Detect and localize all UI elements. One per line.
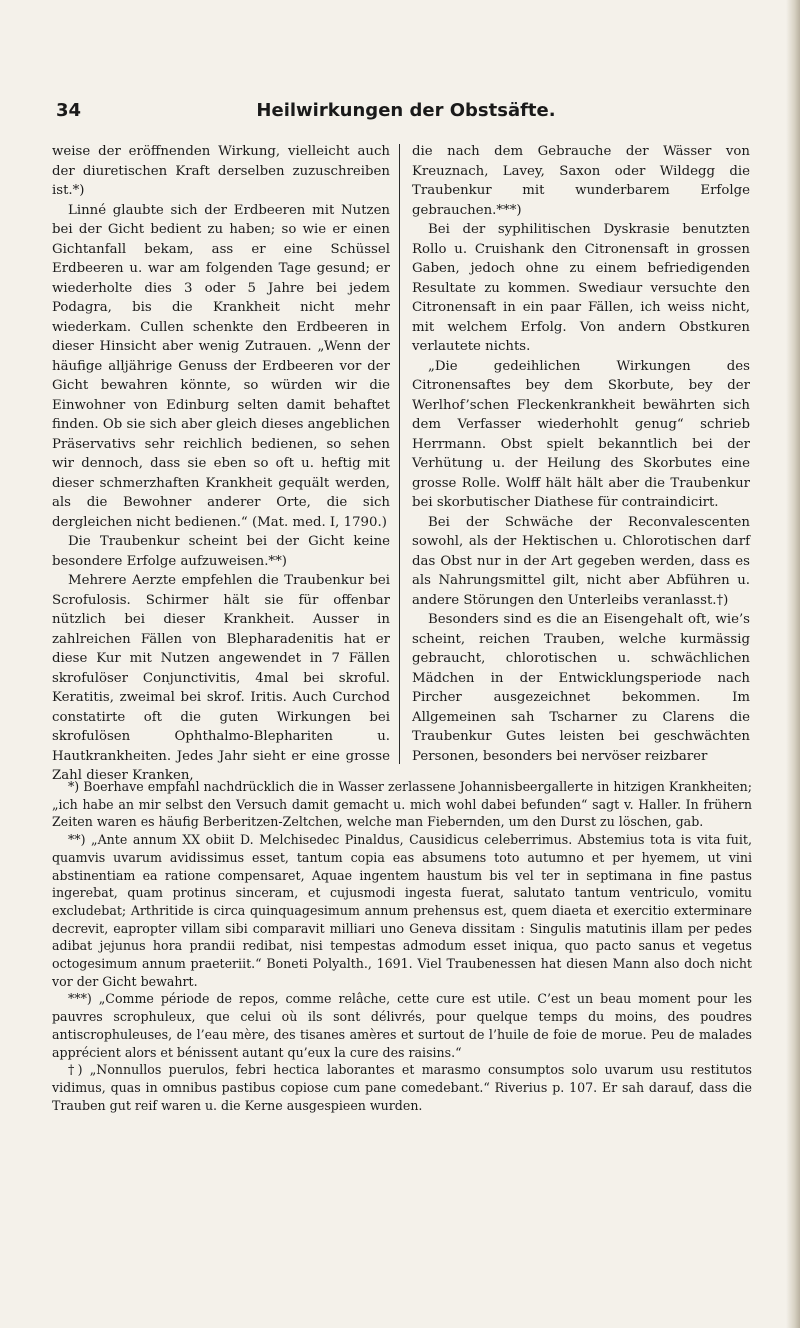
right-paragraph: Bei der Schwäche der Reconvalescenten sowohl, als der Hektischen u. Chlorotischen darf das Obst nur in der Art gegeben werden, dass es als Nahrungsmittel gilt, nicht aber Abführen u. andere Störungen den Unterleibs veranlasst.†) (412, 514, 750, 608)
left-column (52, 142, 390, 786)
column-divider (399, 144, 400, 764)
right-paragraph: die nach dem Gebrauche der Wässer von Kreuznach, Lavey, Saxon oder Wildegg die Traubenkur mit wunderbarem Erfolge gebrauchen.***) (412, 144, 750, 218)
right-paragraph: „Die gedeihlichen Wirkungen des Citronensaftes bey dem Skorbute, bey der Werlhof’schen Fleckenkrankheit bewährten sich dem Verfasser wiederhohlt genug“ schrieb Herrmann. Obst spielt bekanntlich bei der Verhütung u. der Heilung des Skorbutes eine grosse Rolle. Wolff hält hält aber die Traubenkur bei skorbutischer Diathese für contraindicirt. (412, 358, 750, 510)
left-paragraph: Mehrere Aerzte empfehlen die Traubenkur bei Scrofulosis. Schirmer hält sie für offenbar nützlich bei dieser Krankheit. Ausser in zahlreichen Fällen von Blepharadenitis hat er diese Kur mit Nutzen angewendet in 7 Fällen skrofulöser Conjunctivitis, 4mal bei skroful. Keratitis, zweimal bei skrof. Iritis. Auch Curchod constatirte oft die guten Wirkungen bei skrofulösen Ophthalmo-Blephariten u. Hautkrankheiten. Jedes Jahr sieht er eine grosse Zahl dieser Kranken, (52, 573, 390, 783)
footnote: †) „Nonnullos puerulos, febri hectica laborantes et marasmo consumptos solo uvarum usu restitutos vidimus, quas in omnibus pastibus copiose cum pane comedebant.“ Riverius p. 107. Er sah darauf, dass die Trauben gut reif waren u. die Kerne ausgespieen wurden. (52, 1062, 752, 1113)
footnote: **) „Ante annum XX obiit D. Melchisedec Pinaldus, Causidicus celeberrimus. Abstemius tota is vita fuit, quamvis uvarum avidissimus esset, tantum copia eas absumens toto autumno et per hyemem, ut vini abstinentiam ea ratione compensaret, Aquae ingentem haustum bis vel ter in septimana in fine pastus ingerebat, quam protinus sinceram, et cujusmodi ingesta fuerat, salutato tantum ventriculo, vomitu excludebat; Arthritide is circa quinquagesimum annum prehensus est, quem diaeta et exercitio exterminare decrevit, eapropter villam sibi comparavit milliari uno Geneva dissitam : Singulis matutinis illam per pedes adibat jejunus hora prandii redibat, nisi tempestas admodum esset iniqua, quo pacto sanus et vegetus octogesimum annum praeteriit.“ Boneti Polyalth., 1691. Viel Traubenessen hat diesen Mann also doch nicht vor der Gicht bewahrt. (52, 832, 752, 989)
right-paragraph: Bei der syphilitischen Dyskrasie benutzten Rollo u. Cruishank den Citronensaft in grossen Gaben, jedoch ohne zu einem befriedigenden Resultate zu kommen. Swediaur versuchte den Citronensaft in ein paar Fällen, ich weiss nicht, mit welchem Erfolg. Von andern Obstkuren verlautete nichts. (412, 222, 750, 354)
left-paragraph: weise der eröffnenden Wirkung, vielleicht auch der diuretischen Kraft derselben zuzuschreiben ist.*) (52, 144, 390, 198)
right-column (412, 142, 750, 766)
right-paragraph: Besonders sind es die an Eisengehalt oft, wie’s scheint, reichen Trauben, welche kurmässig gebraucht, chlorotischen u. schwächlichen Mädchen in der Entwicklungsperiode nach Pircher ausgezeichnet bekommen. Im Allgemeinen sah Tscharner zu Clarens die Traubenkur Gutes leisten bei geschwächten Personen, besonders bei nervöser reizbarer (412, 612, 750, 764)
page-header (56, 100, 696, 124)
body-columns (52, 142, 752, 783)
footnotes (52, 778, 752, 1114)
footnote: *) Boerhave empfahl nachdrücklich die in Wasser zerlassene Johannisbeergallerte in hitzigen Krankheiten; „ich habe an mir selbst den Versuch damit gemacht u. mich wohl dabei befunden“ sagt v. Haller. In frühern Zeiten waren es häufig Berberitzen-Zeltchen, welche man Fiebernden, um den Durst zu löschen, gab. (52, 779, 752, 830)
left-paragraph: Die Traubenkur scheint bei der Gicht keine besondere Erfolge aufzuweisen.**) (52, 534, 390, 569)
left-paragraph: Linné glaubte sich der Erdbeeren mit Nutzen bei der Gicht bedient zu haben; so wie er einen Gichtanfall bekam, ass er eine Schüssel Erdbeeren u. war am folgenden Tage gesund; er wiederholte dies 3 oder 5 Jahre bei jedem Podagra, bis die Krankheit nicht mehr wiederkam. Cullen schenkte den Erdbeeren in dieser Hinsicht aber wenig Zutrauen. „Wenn der häufige alljährige Genuss der Erdbeeren vor der Gicht bewahren könnte, so würden wir die Einwohner von Edinburg selten damit behaftet finden. Ob sie sich aber gleich dieses angeblichen Präservativs sehr reichlich bedienen, so sehen wir dennoch, dass sie eben so oft u. heftig mit dieser schmerzhaften Krankheit gequält werden, als die Bewohner anderer Orte, die sich dergleichen nicht bedienen.“ (Mat. med. I, 1790.) (52, 202, 390, 530)
page-edge (786, 0, 800, 1328)
running-head: Heilwirkungen der Obstsäfte. (256, 100, 556, 121)
footnote: ***) „Comme période de repos, comme relâche, cette cure est utile. C’est un beau moment pour les pauvres scrophuleux, que celui où ils sont délivrés, pour quelque temps du moins, des poudres antiscrophuleuses, de l’eau mère, des tisanes amères et surtout de l’huile de foie de morue. Peu de malades apprécient alors et bénissent autant qu’eux la cure des raisins.“ (52, 991, 752, 1060)
page-number: 34 (56, 100, 82, 121)
